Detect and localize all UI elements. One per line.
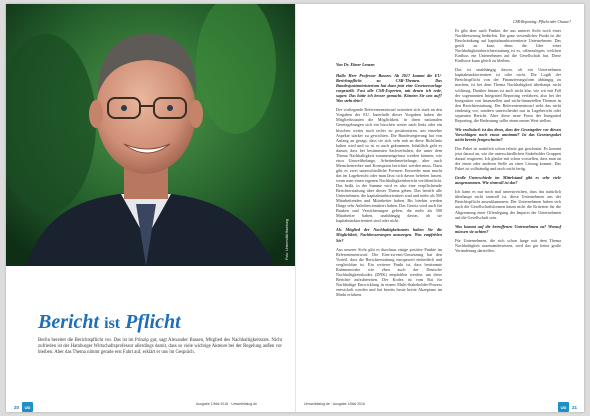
right-footer [558,402,577,412]
footer-text: Umweltdialog.de · Ausgabe 1/Mai 2016 [304,402,365,406]
intro-paragraph: Berlin bereitet die Berichtspflicht vor. Das ist im Prinzip gut, sagt Alexander Bassen, Mitglied des Nachhaltigkeitsrats. Nicht zufrieden ist der Hamburger Wirtschaftsprofessor allerdings damit, dass so viele wichtige Akteure bei der Regelung außen vor bleiben. Aber das Thema nimmt gerade erst Fahrt auf, erklärt er uns im Gespräch. [38,338,282,356]
photo-credit: Foto: Universität Hamburg [285,219,289,260]
article-title [38,312,181,334]
right-page [295,4,585,412]
answer-paragraph-2: Aus unserer Sicht gibt es durchaus einige positive Punkte im Referentenentwurf. Die Eins-zu-eins-Umsetzung hat den Vorteil, dass die Berichterstattung europaweit einheitlich und vergleichbar ist. Ein weiterer Punkt ist, dass bestimmte Rahmenwerke wie eben auch der Deutsche Nachhaltigkeitskodex (DNK) empfohlen werden, um diese Berichte aufzubereiten. Der Kodex ist vom Rat für Nachhaltige Entwicklung in einem Multi-Stakeholder-Prozess entwickelt worden und hat bereits heute breite Akzeptanz im Markt erfahren. [336,246,442,297]
paragraph-3: Es gibt aber auch Punkte, die aus unserer Sicht noch einer Nachbesserung bedürfen. Ein ganz wesentlicher Punkt ist die Beschränkung auf kapitalmarktorientierte Unternehmen. Das greift zu kurz, denn die Idee einer Nachhaltigkeitsberichterstattung ist es, offenzulegen, welchen Einfluss ein Unternehmen auf die Gesellschaft hat. Diese Einflusse kann gleich zu bleiben. [455,28,561,64]
right-footer-text [304,402,365,406]
text-column-1 [336,62,442,301]
page-number: 20 [14,404,20,410]
portrait-photo [6,4,295,266]
question-4: Große Unterschiede im Mittelstand gibt es sehr viele ausgenommen. Wie sinnvoll ist das? [455,175,561,186]
footer-text: Ausgabe 1/Mai 2016 · Umweltdialog.de [196,402,258,406]
paragraph-5: Das Paket ist natürlich schon relativ gut geschnürt. Es kommt jetzt darauf an, wie die unterschiedlichen Stakeholder Gruppen darauf reagieren. Ich glaube mit schon vorstellen, dass man an der einen oder anderen Stelle zu einer Lösung kommt. Das Paket ist vollständig und noch nicht fertig. [455,145,561,172]
title-connector: ist [104,315,121,332]
ud-logo-icon: UD [22,402,33,412]
left-footer-text [196,402,257,406]
portrait-illustration [6,4,295,266]
ud-logo-icon: UD [558,402,569,412]
title-word-1: Bericht [38,311,100,333]
lead-question: Hallo Herr Professor Bassen. Ab 2017 kommt die EU-Berichtspflicht zu CSR-Themen. Das Bundesjustizministerium hat dazu jetzt eine Gesetzesvorlage vorgestellt. Fast alle CSR-Experten, mit denen ich rede, sagen: Das hätte ich besser gemacht. Können Sie uns auf? Was steht drin? [336,73,442,104]
text-column-2 [455,28,561,257]
paragraph-6: Ich kann es nur noch mal unterstreichen, dass das natürlich überhaupt nicht sinnvoll ist, diese Unternehmen aus der Berichtspflicht auszuklammern. Der Unternehmen haben sich auch die Gesellschaftsformen kaum nicht die Kriterien für die Abgrenzung einer Offenlegung der Impacts der Unternehmen auf die Gesellschaft sein. [455,189,561,220]
left-page [6,4,295,412]
magazine-spread [6,4,584,412]
title-word-2: Pflicht [125,311,181,333]
question-2: Als Mitglied der Nachhaltigkeitsrates haben Sie die Möglichkeit, Nachbesserungen anzuregen. Was empfehlen Sie? [336,227,442,243]
question-3: Wie realistisch ist das denn, dass der Gesetzgeber vor diesen Vorschlägen noch etwas annimmt? Ist das Gesetzespaket nicht bereits festgeschnürt? [455,126,561,142]
page-number: 21 [571,404,577,410]
question-5: Was kommt auf die betroffenen Unternehmen zu? Worauf müssen sie achten? [455,223,561,234]
paragraph-4: Das ist unabhängig davon, ob ein Unternehmen kapitalmarktorientiert ist oder nicht. Die Logik der Berichtspflicht von der Finanzierungsform abhängig zu machen, ist bei dem Thema Nachhaltigkeit überhaupt nicht schlüssig. Darüber hinaus ist auch nicht klar, wie wir mit Fall der sogenannten Integrated Reporting verfahren, also bei der Integration von finanziellen und nicht-finanziellen Themen in den Berichterstattung. Der Referentenentwurf sieht das nicht eindeutig vor, sondern unterscheidet nur in Lagebericht oder separaten Bericht. Aber diese neue Form der Integrated Reporting, die Bedeutung sollte einen neuen Wert stellen. [455,67,561,123]
author-line: Von Dr. Elmer Lenzen [336,62,375,67]
left-footer [14,402,33,412]
running-header: CSR-Reporting: Pflicht oder Chance? [513,20,571,24]
paragraph-7: Für Unternehmen, die sich schon lange mit dem Thema Nachhaltigkeit auseinandersetzen, wird das gar keine große Veränderung darstellen. [455,237,561,253]
answer-paragraph-1: Der vorliegende Referentenentwurf orientiert sich stark an den Vorgaben der EU. Innerhalb dieser Vorgaben haben die Mitgliedsstaaten die Möglichkeit, in ihren nationalen Gesetzgebungen sich ein bisschen weiter nach links oder ein bisschen weiter nach rechts zu positionieren, um einzelne Aspekte stärker zu gewichten. Die Bundesregierung hat von Anfang an gesagt, dass sie sich sehr nah an diese Richtlinie halten wird und so ist es auch gekommen. Inhaltlich geht es darum, dass bei bestimmten Sachverhalten, die unter dem Thema Nachhaltigkeit zusammengefasst werden können, wie etwa Umweltbelange, Arbeitnehmerbelange, aber auch Menschenrechte und Korruption berichtet werden muss. Dazu gibt es zwei unterschiedliche Formen: Entweder man macht das im Lagebericht oder man lässt sich davon befreien lassen, wenn man einen eigenen Nachhaltigkeitsbericht veröffentlicht. Das heißt, in der Summe wird es also eine verpflichtende Berichterstattung über dieses Thema geben. Das betrifft alle Unternehmen, die kapitalmarktorientiert sind und mehr als 500 Mitarbeitenden und Mitarbeiter haben. Bis hierhin werden Dinge sehr Anleihen emittiert haben. Das Gesetz wird auch für Banken und Versicherungen gelten, die mehr als 500 Mitarbeiter haben, unabhängig davon, ob sie kapitalmarktorientiert sind oder nicht. [336,107,442,224]
